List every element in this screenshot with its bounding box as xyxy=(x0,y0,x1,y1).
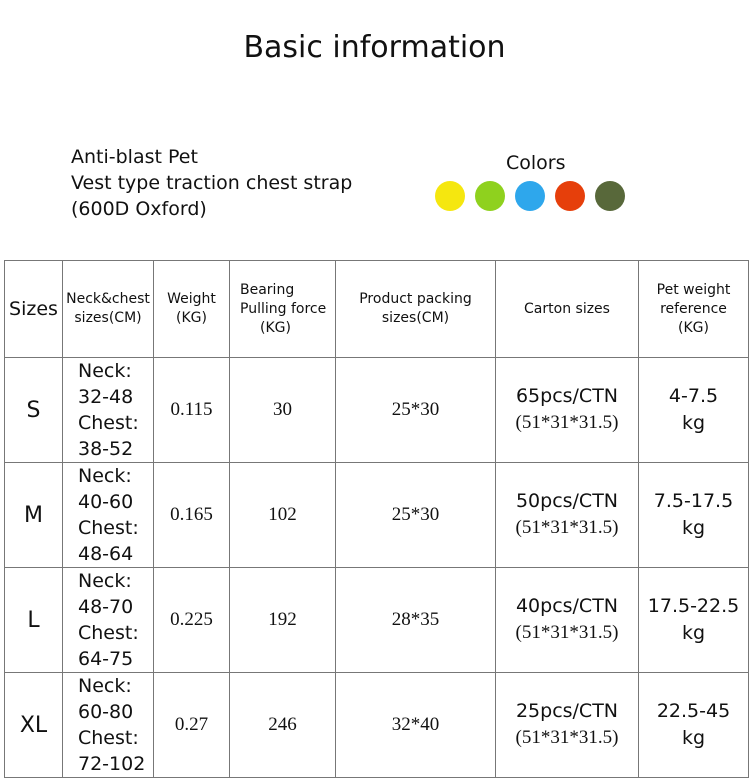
table-row xyxy=(5,673,749,778)
chest-label: Chest: xyxy=(78,727,139,749)
pet-weight-unit: kg xyxy=(681,622,706,644)
header-neck-chest-line-2: sizes(CM) xyxy=(74,310,142,326)
chest-label: Chest: xyxy=(78,412,139,434)
header-weight-line-2: (KG) xyxy=(176,310,207,326)
pet-weight-cell xyxy=(639,463,749,568)
table-row xyxy=(5,568,749,673)
neck-value: 48-70 xyxy=(78,596,134,618)
packing-cell: 25*30 xyxy=(336,463,496,568)
color-swatch xyxy=(475,181,505,211)
packing-cell: 25*30 xyxy=(336,358,496,463)
bearing-cell: 102 xyxy=(230,463,336,568)
header-neck-chest-line-1: Neck&chest xyxy=(66,291,150,307)
pet-weight-range: 7.5-17.5 xyxy=(653,490,734,512)
chest-label: Chest: xyxy=(78,622,139,644)
chest-label: Chest: xyxy=(78,517,139,539)
carton-cell xyxy=(496,463,639,568)
header-carton: Carton sizes xyxy=(496,261,639,358)
size-cell: XL xyxy=(5,673,63,778)
carton-dimensions: (51*31*31.5) xyxy=(515,727,619,748)
packing-cell: 28*35 xyxy=(336,568,496,673)
neck-label: Neck: xyxy=(78,465,132,487)
weight-cell: 0.27 xyxy=(154,673,230,778)
header-sizes: Sizes xyxy=(5,261,63,358)
table-row xyxy=(5,358,749,463)
header-packing xyxy=(336,261,496,358)
color-swatch xyxy=(595,181,625,211)
header-weight-line-1: Weight xyxy=(167,291,216,307)
color-swatch xyxy=(435,181,465,211)
neck-label: Neck: xyxy=(78,675,132,697)
carton-cell xyxy=(496,568,639,673)
colors-label: Colors xyxy=(506,152,566,174)
pet-weight-cell xyxy=(639,568,749,673)
carton-pcs: 25pcs/CTN xyxy=(515,700,619,722)
size-cell: S xyxy=(5,358,63,463)
header-packing-line-2: sizes(CM) xyxy=(381,310,450,326)
weight-cell: 0.165 xyxy=(154,463,230,568)
neck-chest-cell xyxy=(63,673,154,778)
weight-cell: 0.225 xyxy=(154,568,230,673)
pet-weight-unit: kg xyxy=(681,517,706,539)
pet-weight-range: 22.5-45 xyxy=(656,700,731,722)
pet-weight-range: 4-7.5 xyxy=(668,385,719,407)
pet-weight-range: 17.5-22.5 xyxy=(647,595,740,617)
neck-chest-cell xyxy=(63,358,154,463)
product-line-1: Anti-blast Pet xyxy=(71,146,198,168)
chest-value: 64-75 xyxy=(78,648,134,670)
pet-weight-cell xyxy=(639,673,749,778)
header-packing-line-1: Product packing xyxy=(359,291,472,307)
product-line-2: Vest type traction chest strap xyxy=(71,172,353,194)
color-swatch xyxy=(515,181,545,211)
header-pet-weight xyxy=(639,261,749,358)
header-neck-chest xyxy=(63,261,154,358)
header-bearing-line-3: (KG) xyxy=(260,319,291,336)
chest-value: 72-102 xyxy=(78,753,146,775)
chest-value: 38-52 xyxy=(78,438,134,460)
header-pet-weight-line-2: reference xyxy=(660,300,727,317)
neck-value: 32-48 xyxy=(78,386,134,408)
header-bearing-line-2: Pulling force xyxy=(240,300,327,317)
chest-value: 48-64 xyxy=(78,543,134,565)
product-line-3: (600D Oxford) xyxy=(71,198,207,220)
carton-dimensions: (51*31*31.5) xyxy=(515,622,619,643)
header-pet-weight-line-1: Pet weight xyxy=(656,281,731,298)
header-bearing-line-1: Bearing xyxy=(240,281,295,298)
header-weight xyxy=(154,261,230,358)
neck-label: Neck: xyxy=(78,570,132,592)
header-bearing xyxy=(230,261,336,358)
carton-cell xyxy=(496,673,639,778)
weight-cell: 0.115 xyxy=(154,358,230,463)
carton-pcs: 65pcs/CTN xyxy=(515,385,619,407)
neck-value: 40-60 xyxy=(78,491,134,513)
packing-cell: 32*40 xyxy=(336,673,496,778)
table-header-row xyxy=(5,261,749,358)
carton-cell xyxy=(496,358,639,463)
neck-label: Neck: xyxy=(78,360,132,382)
size-cell: L xyxy=(5,568,63,673)
table-row xyxy=(5,463,749,568)
neck-value: 60-80 xyxy=(78,701,134,723)
size-cell: M xyxy=(5,463,63,568)
header-pet-weight-line-3: (KG) xyxy=(678,319,709,336)
product-description xyxy=(71,144,352,222)
bearing-cell: 30 xyxy=(230,358,336,463)
bearing-cell: 246 xyxy=(230,673,336,778)
carton-dimensions: (51*31*31.5) xyxy=(515,517,619,538)
page-title: Basic information xyxy=(243,30,506,65)
carton-dimensions: (51*31*31.5) xyxy=(515,412,619,433)
carton-pcs: 50pcs/CTN xyxy=(515,490,619,512)
size-table xyxy=(4,260,749,778)
neck-chest-cell xyxy=(63,568,154,673)
bearing-cell: 192 xyxy=(230,568,336,673)
pet-weight-cell xyxy=(639,358,749,463)
carton-pcs: 40pcs/CTN xyxy=(515,595,619,617)
pet-weight-unit: kg xyxy=(681,727,706,749)
neck-chest-cell xyxy=(63,463,154,568)
pet-weight-unit: kg xyxy=(681,412,706,434)
color-swatch xyxy=(555,181,585,211)
